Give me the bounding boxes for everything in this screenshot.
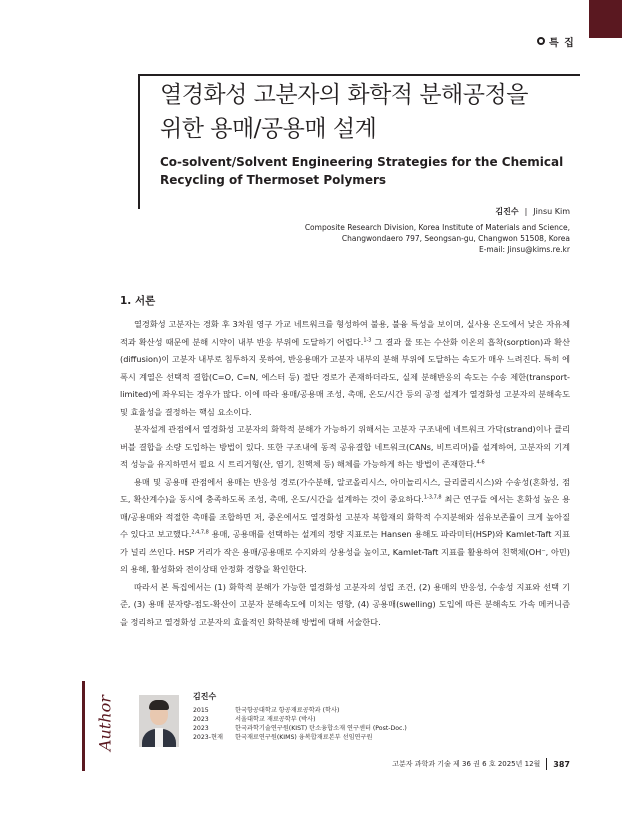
- page-footer: [392, 758, 570, 770]
- article-body: [120, 316, 570, 631]
- paragraph-1: 열경화성 고분자는 경화 후 3차원 영구 가교 네트워크를 형성하여 불용, 불융 특성을 보이며, 실사용 온도에서 낮은 자유체적과 확산성 때문에 분해 시약이 내부 반응 부위에 도달하기 어렵다.$^{1-3}$ 그 결과 물 또는 수산화 이온의 흡착(sorption)과 확산(diffusion)이 고분자 내부로 침투하지 못하여, 반응용매가 고분자 내부의 분해 부위에 도달하는 속도가 매우 느려진다. 특히 에폭시 계열은 선택적 결합(C=O, C=N, 에스터 등) 절단 경로가 존재하더라도, 실제 분해반응의 속도는 수송 제한(transport-limited)에 좌우되는 경우가 많다. 이에 따라 용매/공용매 조성, 촉매, 온도/시간 등의 공정 설계가 열경화성 고분자의 분해속도 및 효율성을 결정하는 핵심 요소이다.: [120, 319, 570, 417]
- author-photo: [139, 695, 179, 747]
- badge-label: 특 집: [549, 37, 575, 49]
- author-line: [495, 206, 570, 217]
- career-item: 2023 서울대학교 재료공학부 (박사): [193, 716, 316, 723]
- footer-divider: [546, 758, 547, 770]
- affiliation-line-2: Changwondaero 797, Seongsan-gu, Changwon 51508, Korea: [341, 234, 570, 243]
- journal-info: 고분자 과학과 기술 제 36 권 6 호 2025년 12월: [392, 760, 541, 768]
- author-accent-bar: [82, 681, 85, 771]
- page-number: 387: [553, 759, 570, 769]
- paragraph-4: 따라서 본 특집에서는 (1) 화학적 분해가 가능한 열경화성 고분자의 성립 조건, (2) 용매의 반응성, 수송성 지표와 선택 기준, (3) 용매 분자량-점도-확산이 고분자 분해속도에 미치는 영향, (4) 공용매(swelling) 도입에 따른 분해속도 가속 메커니즘을 정리하고 열경화성 고분자의 효율적인 화학분해 방법에 대해 서술한다.: [120, 581, 570, 627]
- bullet-circle-icon: [537, 37, 545, 45]
- author-name-english: Jinsu Kim: [533, 207, 570, 216]
- paragraph-3: 용매 및 공용매 관점에서 용매는 반응성 경로(가수분해, 알코올리시스, 아미놀리시스, 글리콜리시스)와 수송성(혼화성, 점도, 확산계수)을 동시에 충족하도록 조성, 촉매, 온도/시간을 설계하는 것이 중요하다.$^{1-3,7,8}$ 최근 연구들 에서는 혼화성 높은 용매/공용매와 적절한 촉매를 조합하면 저, 중온에서도 열경화성 고분자 복합재의 화학적 수지분해와 섬유보존률이 크게 높아질 수 있다고 보고했다.$^{2,4,7,8}$ 용매, 공용매를 선택하는 설계의 정량 지표로는 Hansen 용해도 파라미터(HSP)와 Kamlet-Taft 지표가 널리 쓰인다. HSP 거리가 작은 용매/공용매로 수지와의 상용성을 높이고, Kamlet-Taft 지표를 활용하여 친핵체(OH⁻, 아민)의 용해, 활성화와 전이상태 안정화 경향을 확인한다.: [120, 476, 570, 574]
- affiliation: [170, 222, 570, 255]
- section-heading: 1. 서론: [120, 295, 156, 307]
- career-item: 2023-현재 한국재료연구원(KIMS) 융복합재료본부 선임연구원: [193, 734, 373, 741]
- career-item: 2023 한국과학기술연구원(KIST) 탄소융합소재 연구센터 (Post-Doc.): [193, 725, 407, 732]
- korean-title-line-1: 열경화성 고분자의 화학적 분해공정을: [160, 82, 528, 108]
- author-separator: |: [524, 207, 528, 216]
- section-badge: [537, 30, 622, 52]
- korean-title-line-2: 위한 용매/공용매 설계: [160, 116, 377, 142]
- english-title: [160, 153, 580, 189]
- english-title-line-1: Co-solvent/Solvent Engineering Strategies for the Chemical: [160, 155, 564, 169]
- career-item: 2015 한국항공대학교 항공재료공학과 (학사): [193, 707, 340, 714]
- author-name-korean: 김진수: [495, 207, 519, 216]
- korean-title: [160, 78, 580, 146]
- english-title-line-2: Recycling of Thermoset Polymers: [160, 173, 387, 187]
- author-box-name: 김진수: [193, 692, 217, 701]
- affiliation-line-1: Composite Research Division, Korea Institute of Materials and Science,: [304, 223, 570, 232]
- author-section-label: Author: [95, 695, 115, 751]
- paragraph-2: 분자설계 관점에서 열경화성 고분자의 화학적 분해가 가능하기 위해서는 고분자 구조내에 네트워크 가닥(strand)이나 클리버블 결합을 소량 도입하는 방법이 있다. 또한 구조내에 동적 공유결합 네트워크(CANs, 비트리머)를 설계하여, 고분자의 기계적 성능을 유지하면서 필요 시 트리거형(산, 염기, 친핵체 등) 해체를 가능하게 하는 방법이 존재한다.$^{4-6}$: [120, 424, 570, 469]
- career-list: [193, 706, 407, 742]
- affiliation-email[interactable]: E-mail: Jinsu@kims.re.kr: [478, 245, 570, 254]
